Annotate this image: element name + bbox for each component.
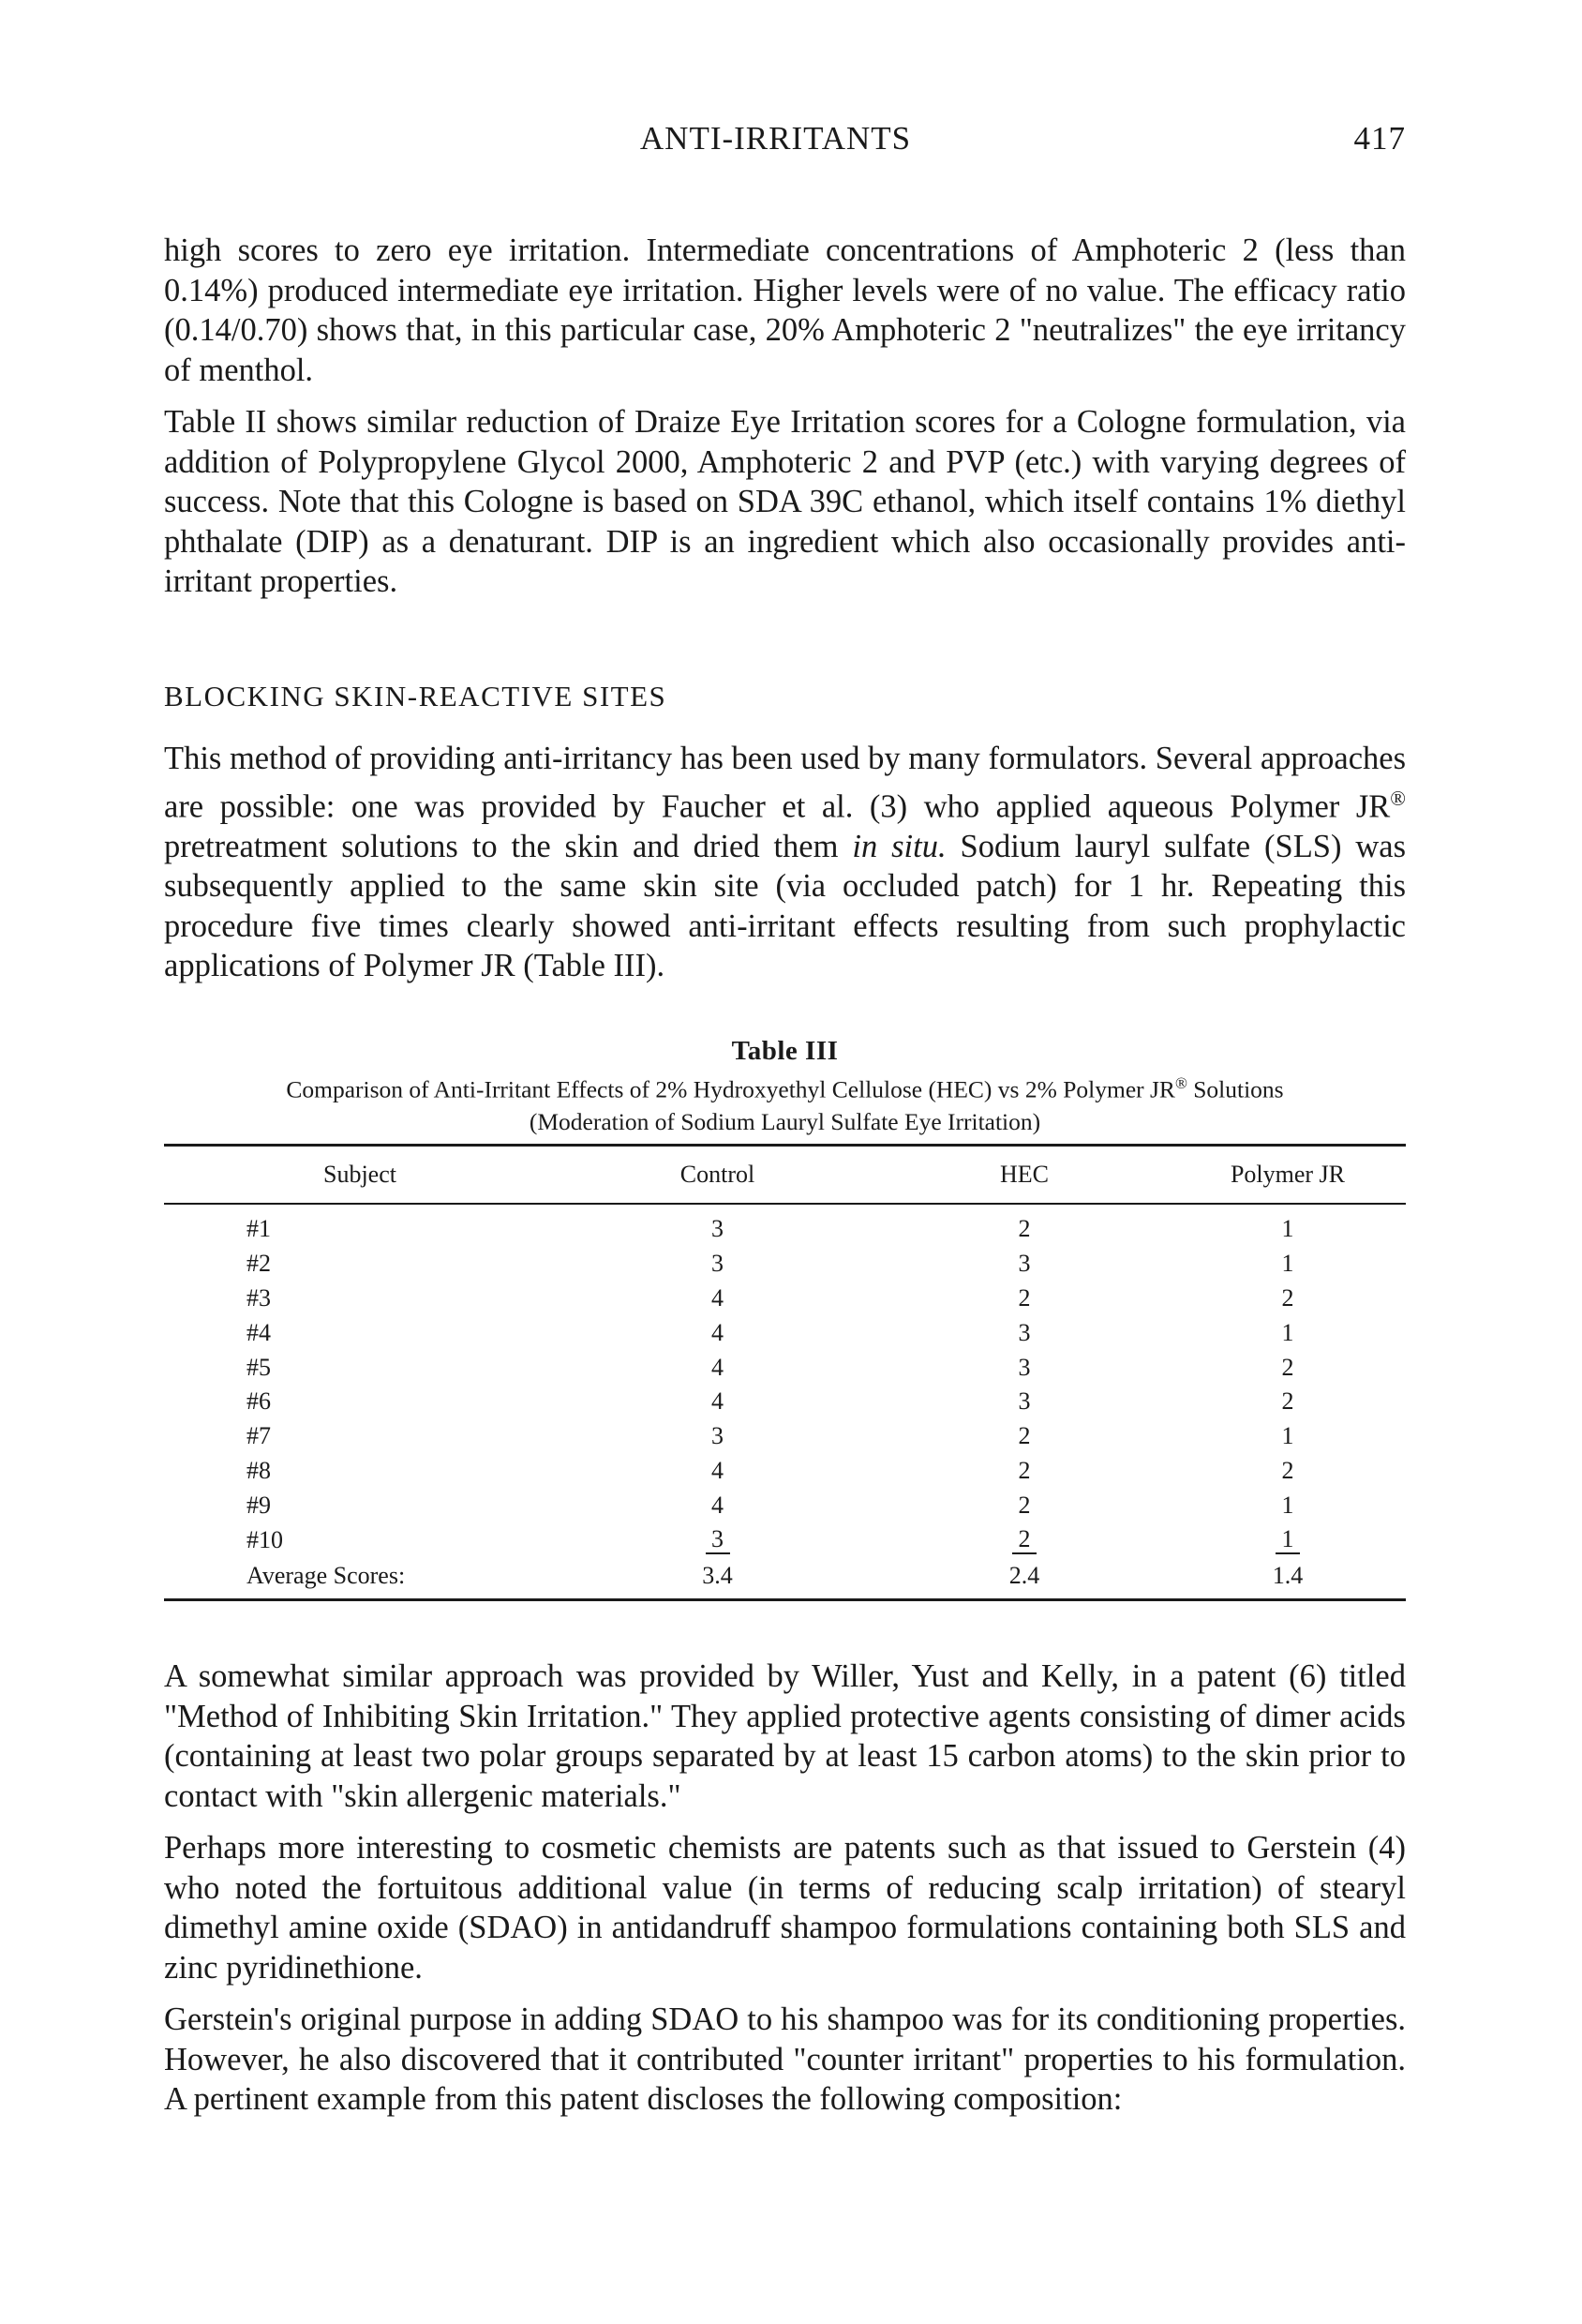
table-row — [164, 1419, 1406, 1454]
cell-subject: #6 — [246, 1387, 271, 1416]
section-body — [164, 739, 1406, 998]
cell-hec: 3 — [1018, 1353, 1031, 1381]
average-hec: 2.4 — [1008, 1561, 1040, 1589]
cell-hec: 3 — [1018, 1387, 1031, 1416]
paragraph: Perhaps more interesting to cosmetic chemists are patents such as that issued to Gerstein (4) who noted the fortuitous additional value (in terms of reducing scalp irritation) of stearyl dimethyl amine oxide (SDAO) in antidandruff shampoo formulations containing both SLS and zinc pyridinethione. — [164, 1830, 1406, 1986]
cell-control: 4 — [711, 1353, 724, 1381]
paragraph: A somewhat similar approach was provided by Willer, Yust and Kelly, in a patent (6) titled "Method of Inhibiting Skin Irritation." They applied protective agents consisting of dimer acids (containing at least two polar groups separated by at least 15 carbon atoms) to the skin prior to contact with "skin allergenic materials." — [164, 1658, 1406, 1814]
cell-hec: 3 — [1018, 1318, 1031, 1346]
cell-hec: 2 — [1018, 1283, 1031, 1312]
cell-polymer-jr: 2 — [1281, 1353, 1294, 1381]
cell-polymer-jr: 2 — [1281, 1387, 1294, 1416]
table-caption — [164, 1034, 1406, 1138]
cell-subject: #8 — [246, 1456, 271, 1484]
cell-hec — [879, 1522, 1170, 1557]
table-row — [164, 1522, 1406, 1557]
paragraph: high scores to zero eye irritation. Intermediate concentrations of Amphoteric 2 (less than 0.14%) produced intermediate eye irritation. Higher levels were of no value. The efficacy ratio (0.14/0.70) shows that, in this particular case, 20% Amphoteric 2 "neutralizes" the eye irritancy of menthol. — [164, 232, 1406, 388]
table-subtitle: (Moderation of Sodium Lauryl Sulfate Eye Irritation) — [529, 1107, 1041, 1135]
cell-value: 1 — [1276, 1526, 1300, 1554]
column-header: Control — [679, 1161, 755, 1188]
column-header: HEC — [1000, 1161, 1049, 1188]
cell-subject: #5 — [246, 1353, 271, 1381]
text-run: Comparison of Anti-Irritant Effects of 2% Hydroxyethyl Cellulose (HEC) vs 2% Polymer JR — [286, 1075, 1175, 1103]
average-polymer-jr: 1.4 — [1272, 1561, 1304, 1589]
cell-control — [556, 1522, 879, 1557]
cell-polymer-jr: 1 — [1281, 1318, 1294, 1346]
table-row — [164, 1247, 1406, 1282]
cell-polymer-jr: 1 — [1281, 1422, 1294, 1450]
text-run: Solutions — [1186, 1075, 1284, 1103]
table-row — [164, 1204, 1406, 1247]
cell-polymer-jr: 2 — [1281, 1283, 1294, 1312]
cell-polymer-jr: 1 — [1281, 1491, 1294, 1519]
table-row — [164, 1282, 1406, 1316]
cell-polymer-jr: 1 — [1281, 1215, 1294, 1243]
cell-control: 4 — [711, 1456, 724, 1484]
table-row — [164, 1350, 1406, 1385]
cell-polymer-jr — [1170, 1522, 1406, 1557]
column-header: Polymer JR — [1230, 1161, 1346, 1188]
body-text-bottom — [164, 1657, 1406, 2132]
cell-control: 4 — [711, 1491, 724, 1519]
running-head-title: ANTI-IRRITANTS — [639, 120, 912, 157]
cell-polymer-jr: 2 — [1281, 1456, 1294, 1484]
cell-value: 2 — [1012, 1526, 1037, 1554]
table-row — [164, 1315, 1406, 1350]
table-row — [164, 1488, 1406, 1522]
cell-subject: #3 — [246, 1283, 271, 1312]
registered-mark: ® — [1390, 786, 1406, 810]
text-run: Sodium lauryl sulfate (SLS) was subsequently applied to the same skin site (via occluded patch) for 1 hr. Repeating this procedure five times clearly showed anti-irritant effects resulting from such prophylactic applications of Polymer JR (Table III). — [164, 828, 1407, 983]
registered-mark: ® — [1174, 1074, 1187, 1092]
cell-subject: #1 — [246, 1215, 271, 1243]
table-row — [164, 1454, 1406, 1489]
cell-control: 4 — [711, 1283, 724, 1312]
table-row — [164, 1385, 1406, 1419]
cell-control: 3 — [711, 1250, 724, 1278]
cell-subject: #2 — [246, 1250, 271, 1278]
data-table — [164, 1144, 1406, 1601]
text-run: This method of providing anti-irritancy has been used by many formulators. Several approaches are possible: one was provided by Faucher et al. (3) who applied aqueous Polymer JR — [164, 741, 1406, 824]
average-control: 3.4 — [702, 1561, 733, 1589]
cell-hec: 3 — [1018, 1250, 1031, 1278]
cell-subject: #7 — [246, 1422, 271, 1450]
cell-subject: #9 — [246, 1491, 271, 1519]
cell-control: 4 — [711, 1387, 724, 1416]
column-header: Subject — [323, 1161, 396, 1188]
cell-subject: #10 — [246, 1525, 283, 1553]
table-average-row — [164, 1557, 1406, 1600]
italic-term: in situ. — [852, 828, 947, 864]
cell-control: 3 — [711, 1422, 724, 1450]
paragraph: Gerstein's original purpose in adding SDAO to his shampoo was for its conditioning properties. However, he also discovered that it contributed "counter irritant" properties to his formulation. A pertinent example from this patent discloses the following composition: — [164, 2002, 1406, 2117]
page-number: 417 — [1353, 120, 1406, 157]
table-header-row — [164, 1146, 1406, 1205]
cell-hec: 2 — [1018, 1422, 1031, 1450]
paragraph: Table II shows similar reduction of Draize Eye Irritation scores for a Cologne formulation, via addition of Polypropylene Glycol 2000, Amphoteric 2 and PVP (etc.) with varying degrees of success. Note that this Cologne is based on SDA 39C ethanol, which itself contains 1% diethyl phthalate (DIP) as a denaturant. DIP is an ingredient which also occasionally provides anti-irritant properties. — [164, 404, 1406, 599]
cell-hec: 2 — [1018, 1456, 1031, 1484]
section-heading: BLOCKING SKIN-REACTIVE SITES — [164, 680, 667, 712]
cell-polymer-jr: 1 — [1281, 1250, 1294, 1278]
average-label: Average Scores: — [246, 1561, 406, 1589]
cell-subject: #4 — [246, 1318, 271, 1346]
cell-hec: 2 — [1018, 1491, 1031, 1519]
cell-control: 4 — [711, 1318, 724, 1346]
table-iii — [164, 1144, 1406, 1601]
cell-value: 3 — [706, 1526, 730, 1554]
body-text-top — [164, 231, 1406, 614]
cell-hec: 2 — [1018, 1215, 1031, 1243]
table-label: Table III — [731, 1036, 839, 1066]
paragraph — [164, 739, 1406, 986]
table-title — [164, 1068, 1406, 1106]
text-run: pretreatment solutions to the skin and dried them — [164, 828, 853, 864]
cell-control: 3 — [711, 1215, 724, 1243]
